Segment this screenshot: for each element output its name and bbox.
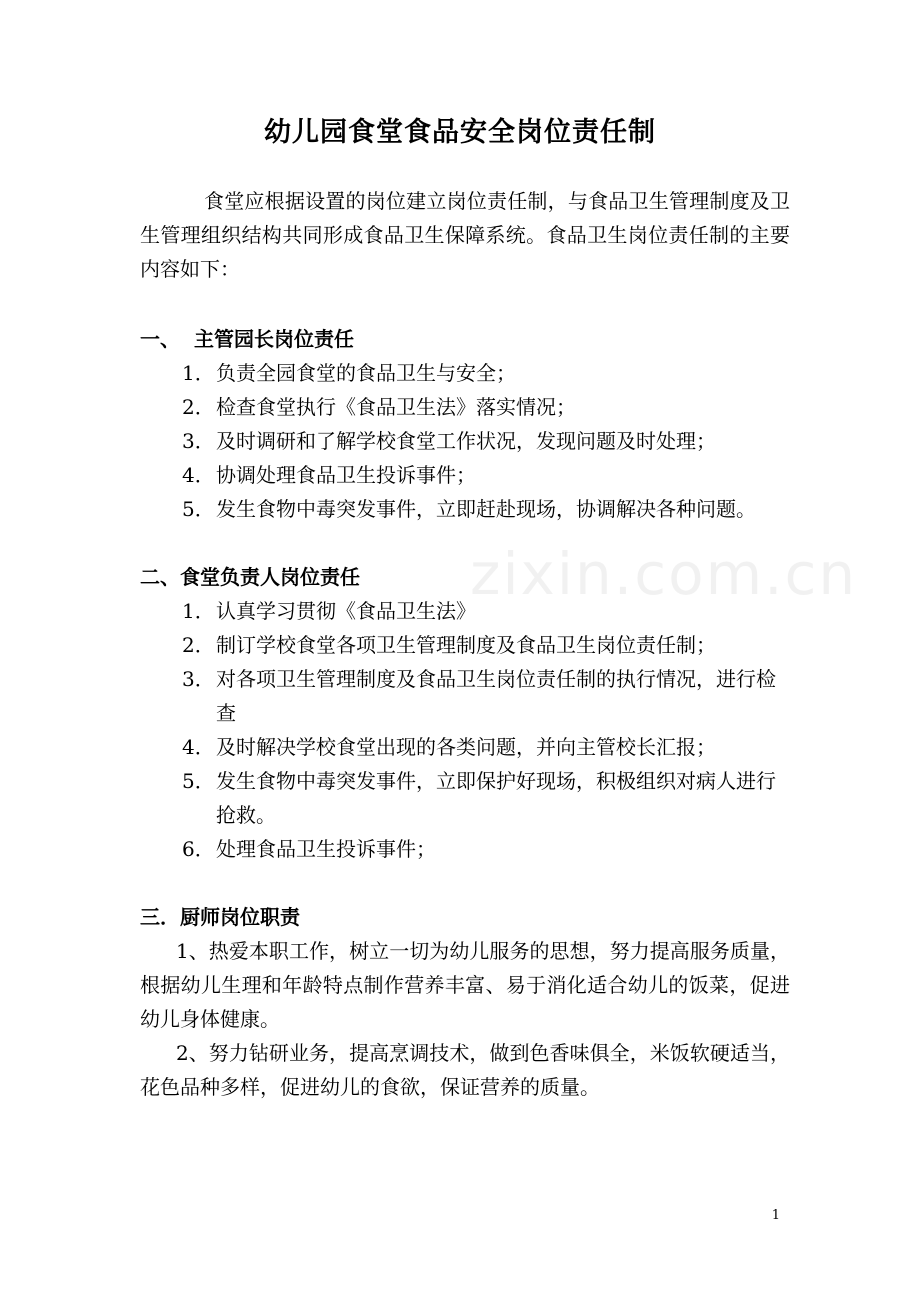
- list-item-text: 负责全园食堂的食品卫生与安全；: [216, 361, 516, 385]
- list-item-number: 5．: [182, 497, 215, 521]
- section-3-heading: [140, 900, 300, 934]
- section-1-number: 一、: [140, 327, 180, 351]
- list-item-text: 协调处理食品卫生投诉事件；: [216, 463, 476, 487]
- list-item: [182, 458, 792, 492]
- section-3-paragraph-1: 1、热爱本职工作，树立一切为幼儿服务的思想，努力提高服务质量，根据幼儿生理和年龄特点制作营养丰富、易于消化适合幼儿的饭菜，促进幼儿身体健康。: [140, 939, 790, 1031]
- section-2-number: 二、: [140, 565, 180, 589]
- watermark: zixin.com.cn: [470, 540, 858, 608]
- section-3-title: 厨师岗位职责: [180, 905, 300, 929]
- intro-paragraph: 食堂应根据设置的岗位建立岗位责任制，与食品卫生管理制度及卫生管理组织结构共同形成食品卫生保障系统。食品卫生岗位责任制的主要内容如下：: [140, 189, 790, 281]
- list-item-number: 2．: [182, 395, 215, 419]
- section-2-list: [182, 594, 792, 866]
- section-1-title: 主管园长岗位责任: [194, 327, 354, 351]
- list-item-number: 4．: [182, 735, 215, 759]
- list-item-text: 制订学校食堂各项卫生管理制度及食品卫生岗位责任制；: [216, 633, 716, 657]
- list-item: [182, 730, 792, 764]
- list-item-text: 对各项卫生管理制度及食品卫生岗位责任制的执行情况，进行检查: [216, 667, 776, 725]
- list-item-text: 发生食物中毒突发事件，立即保护好现场，积极组织对病人进行抢救。: [216, 769, 776, 827]
- document-title: 幼儿园食堂食品安全岗位责任制: [264, 117, 656, 148]
- list-item-text: 检查食堂执行《食品卫生法》落实情况；: [216, 395, 576, 419]
- list-item-number: 5．: [182, 769, 215, 793]
- section-3-number: 三．: [140, 905, 180, 929]
- list-item-text: 认真学习贯彻《食品卫生法》: [216, 599, 476, 623]
- list-item: [182, 356, 792, 390]
- section-3-paragraph-2: 2、努力钻研业务，提高烹调技术，做到色香味俱全，米饭软硬适当，花色品种多样，促进幼儿的食欲，保证营养的质量。: [140, 1041, 790, 1099]
- list-item-number: 2．: [182, 633, 215, 657]
- list-item-number: 3．: [182, 429, 215, 453]
- list-item: [182, 628, 792, 662]
- list-item: [182, 764, 792, 832]
- list-item-text: 处理食品卫生投诉事件；: [216, 837, 436, 861]
- list-item: [182, 492, 792, 526]
- page-number: 1: [771, 1208, 780, 1223]
- list-item-text: 发生食物中毒突发事件，立即赶赴现场，协调解决各种问题。: [216, 497, 756, 521]
- list-item-number: 3．: [182, 667, 215, 691]
- list-item-number: 4．: [182, 463, 215, 487]
- list-item: [182, 832, 792, 866]
- list-item: [182, 424, 792, 458]
- section-1-heading: [140, 322, 354, 356]
- list-item-text: 及时解决学校食堂出现的各类问题，并向主管校长汇报；: [216, 735, 716, 759]
- list-item-text: 及时调研和了解学校食堂工作状况，发现问题及时处理；: [216, 429, 716, 453]
- list-item: [182, 594, 792, 628]
- list-item-number: 1．: [182, 361, 215, 385]
- list-item: [182, 390, 792, 424]
- list-item-number: 1．: [182, 599, 215, 623]
- section-1-list: [182, 356, 792, 526]
- list-item-number: 6．: [182, 837, 215, 861]
- section-2-title: 食堂负责人岗位责任: [180, 565, 360, 589]
- list-item: [182, 662, 792, 730]
- section-2-heading: [140, 560, 360, 594]
